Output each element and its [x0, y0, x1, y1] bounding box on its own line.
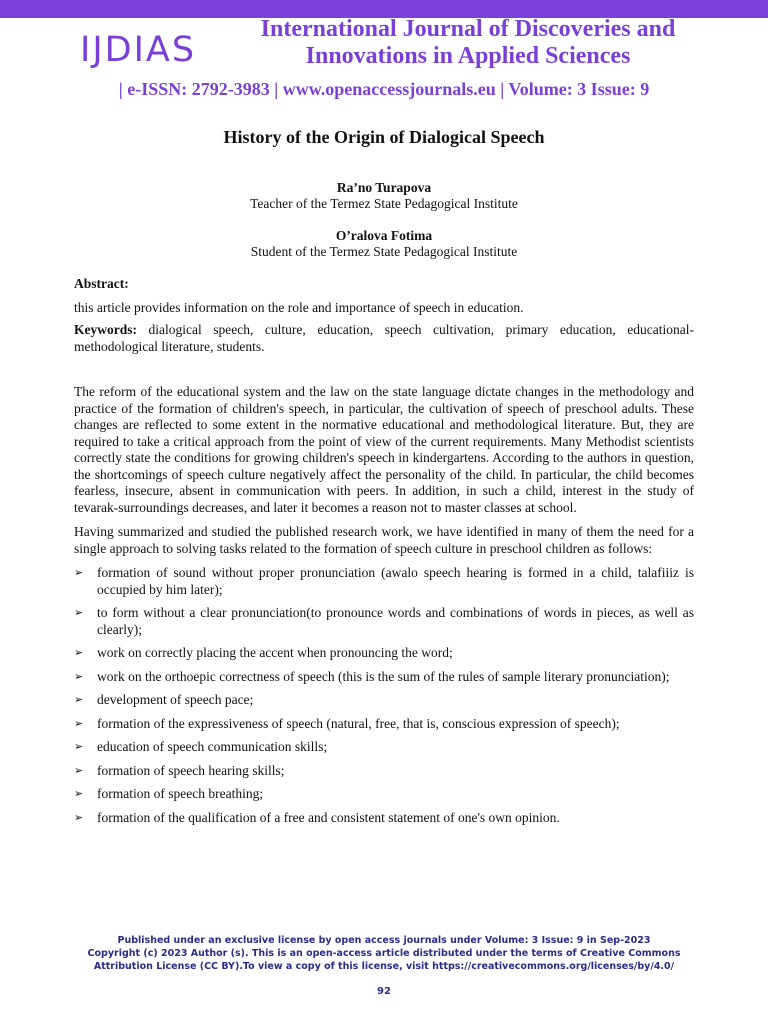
journal-title: International Journal of Discoveries and Innovations in Applied Sciences	[260, 16, 676, 69]
keywords-text: dialogical speech, culture, education, speech cultivation, primary education, educational-methodological literature, students.	[74, 322, 694, 354]
list-item-text: formation of sound without proper pronunciation (awalo speech hearing is formed in a child, talafiiiz is occupied by him later);	[97, 565, 694, 597]
list-item-text: work on the orthoepic correctness of speech (this is the sum of the rules of sample literary pronunciation);	[97, 668, 670, 684]
list-item-text: work on correctly placing the accent when pronouncing the word;	[97, 645, 453, 660]
arrow-bullet-icon: ➢	[74, 740, 84, 753]
list-item	[74, 786, 694, 803]
footer-line-2: Copyright (c) 2023 Author (s). This is an open-access article distributed under the terms of Creative Commons	[87, 948, 681, 959]
author-affiliation-1: Teacher of the Termez State Pedagogical Institute	[250, 196, 518, 211]
article-body	[74, 276, 694, 833]
list-item	[74, 810, 694, 827]
footer-line-1: Published under an exclusive license by open access journals under Volume: 3 Issue: 9 in Sep-2023	[117, 935, 651, 946]
page-number: 92	[377, 986, 391, 997]
list-item-text: education of speech communication skills;	[97, 739, 328, 754]
author-name-2: O’ralova Fotima	[335, 228, 433, 243]
arrow-bullet-icon: ➢	[74, 693, 84, 706]
footer-line-3: Attribution License (CC BY).To view a copy of this license, visit https://creativecommons.org/licenses/by/4.0/	[93, 961, 675, 972]
abstract-heading: Abstract:	[74, 276, 129, 291]
arrow-bullet-icon: ➢	[74, 787, 84, 800]
list-item-text: development of speech pace;	[97, 692, 254, 707]
arrow-bullet-icon: ➢	[74, 566, 84, 579]
keywords	[74, 322, 694, 355]
paper-title: History of the Origin of Dialogical Speech	[223, 127, 545, 147]
list-item	[74, 716, 694, 733]
list-item	[74, 645, 694, 662]
list-item-text: to form without a clear pronunciation(to pronounce words and combinations of words in pieces, as well as clearly);	[97, 605, 694, 637]
paragraph-2: Having summarized and studied the published research work, we have identified in many of them the need for a single approach to solving tasks related to the formation of speech culture in preschool children as follows:	[74, 524, 694, 556]
list-item	[74, 605, 694, 638]
abstract-text: this article provides information on the role and importance of speech in education.	[74, 299, 524, 315]
list-item	[74, 565, 694, 598]
keywords-label: Keywords:	[74, 322, 137, 337]
list-item-text: formation of the expressiveness of speech (natural, free, that is, conscious expression of speech);	[97, 715, 620, 731]
author-affiliation-2: Student of the Termez State Pedagogical Institute	[250, 244, 518, 259]
bullet-list	[74, 565, 694, 826]
issn-line: | e-ISSN: 2792-3983 | www.openaccessjournals.eu | Volume: 3 Issue: 9	[118, 79, 650, 99]
arrow-bullet-icon: ➢	[74, 606, 84, 619]
license-footer	[60, 934, 708, 973]
arrow-bullet-icon: ➢	[74, 810, 84, 824]
list-item-text: formation of the qualification of a free and consistent statement of one's own opinion.	[97, 809, 560, 825]
author-name-1: Ra’no Turapova	[336, 180, 432, 195]
arrow-bullet-icon: ➢	[74, 716, 84, 730]
list-item	[74, 739, 694, 756]
arrow-bullet-icon: ➢	[74, 669, 84, 683]
journal-logo: IJDIAS	[80, 30, 197, 70]
list-item-text: formation of speech hearing skills;	[97, 762, 285, 778]
list-item	[74, 669, 694, 686]
list-item	[74, 692, 694, 709]
arrow-bullet-icon: ➢	[74, 646, 84, 659]
paragraph-1: The reform of the educational system and the law on the state language dictate changes in the methodology and practice of the formation of children's speech, in particular, the cultivation of speech of preschool adults. These changes are reflected to some extent in the normative educational and methodological literature. But, they are required to take a critical approach from the point of view of the current requirements. Many Methodist scientists correctly state the conditions for growing children's speech in kindergartens. According to the authors in question, the shortcomings of speech culture negatively affect the personality of the child. In particular, the child becomes fearless, insecure, absent in communication with peers. In addition, in such a child, interest in the study of tevarak-surroundings decreases, and later it becomes a reason not to master classes at school.	[74, 384, 694, 515]
list-item-text: formation of speech breathing;	[97, 786, 264, 801]
list-item	[74, 763, 694, 780]
arrow-bullet-icon: ➢	[74, 763, 84, 777]
